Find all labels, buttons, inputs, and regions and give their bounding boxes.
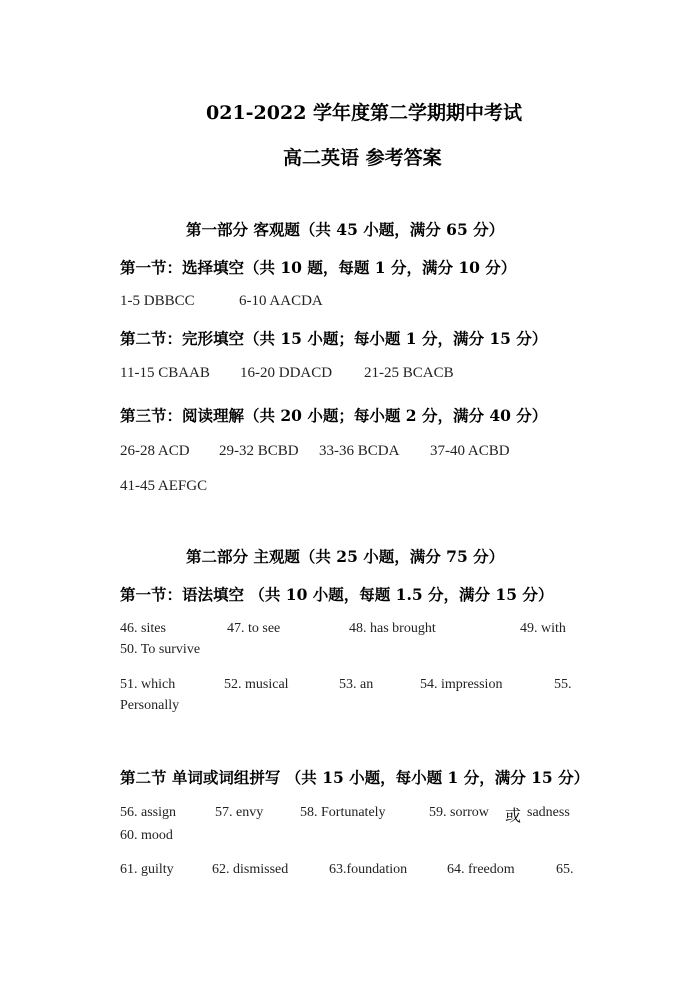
grammar-answer: 46. sites <box>120 621 166 636</box>
part2-heading: 第二部分 主观题（共 25 小题，满分 75 分） <box>186 547 505 566</box>
part2-section1-heading: 第一节：语法填空 （共 10 小题，每题 1.5 分，满分 15 分） <box>120 585 554 604</box>
grammar-answer: 51. which <box>120 677 176 692</box>
answer-group: 16-20 DDACD <box>240 365 333 381</box>
part1-section2-heading: 第二节：完形填空（共 15 小题；每小题 1 分，满分 15 分） <box>120 329 548 348</box>
answer-group: 6-10 AACDA <box>239 293 323 309</box>
spelling-answer: 60. mood <box>120 828 173 843</box>
spelling-answer: 62. dismissed <box>212 862 289 877</box>
answer-group: 29-32 BCBD <box>219 443 299 459</box>
answer-group: 1-5 DBBCC <box>120 293 195 309</box>
spelling-answer: 64. freedom <box>447 862 515 877</box>
answer-group: 21-25 BCACB <box>364 365 454 381</box>
answer-group: 11-15 CBAAB <box>120 365 210 381</box>
part1-heading: 第一部分 客观题（共 45 小题，满分 65 分） <box>186 220 505 239</box>
part2-section2-heading: 第二节 单词或词组拼写 （共 15 小题，每小题 1 分，满分 15 分） <box>120 768 590 787</box>
answer-group: 37-40 ACBD <box>430 443 510 459</box>
answer-group: 33-36 BCDA <box>319 443 400 459</box>
spelling-answer: sadness <box>527 805 570 820</box>
spelling-answer: 61. guilty <box>120 862 174 877</box>
grammar-answer: 53. an <box>339 677 374 692</box>
answer-group: 26-28 ACD <box>120 443 190 459</box>
grammar-answer: Personally <box>120 698 180 713</box>
grammar-answer: 52. musical <box>224 677 289 692</box>
grammar-answer: 47. to see <box>227 621 281 636</box>
spelling-answer: 59. sorrow <box>429 805 489 820</box>
part1-section1-heading: 第一节：选择填空（共 10 题，每题 1 分，满分 10 分） <box>120 258 517 277</box>
spelling-answer: 57. envy <box>215 805 264 820</box>
grammar-answer: 48. has brought <box>349 621 436 636</box>
grammar-answer: 54. impression <box>420 677 503 692</box>
grammar-answer: 49. with <box>520 621 566 636</box>
exam-subtitle: 高二英语 参考答案 <box>283 147 442 169</box>
spelling-answer: 56. assign <box>120 805 176 820</box>
part1-section3-heading: 第三节：阅读理解（共 20 小题；每小题 2 分，满分 40 分） <box>120 406 548 425</box>
spelling-answer: 65. <box>556 862 574 877</box>
spelling-answer: 63.foundation <box>329 862 408 877</box>
exam-title: 021-2022 学年度第二学期期中考试 <box>206 102 523 124</box>
grammar-answer: 50. To survive <box>120 642 201 657</box>
answer-group: 41-45 AEFGC <box>120 478 208 494</box>
spelling-answer-or: 或 <box>505 806 522 825</box>
spelling-answer: 58. Fortunately <box>300 805 386 820</box>
grammar-answer: 55. <box>554 677 572 692</box>
